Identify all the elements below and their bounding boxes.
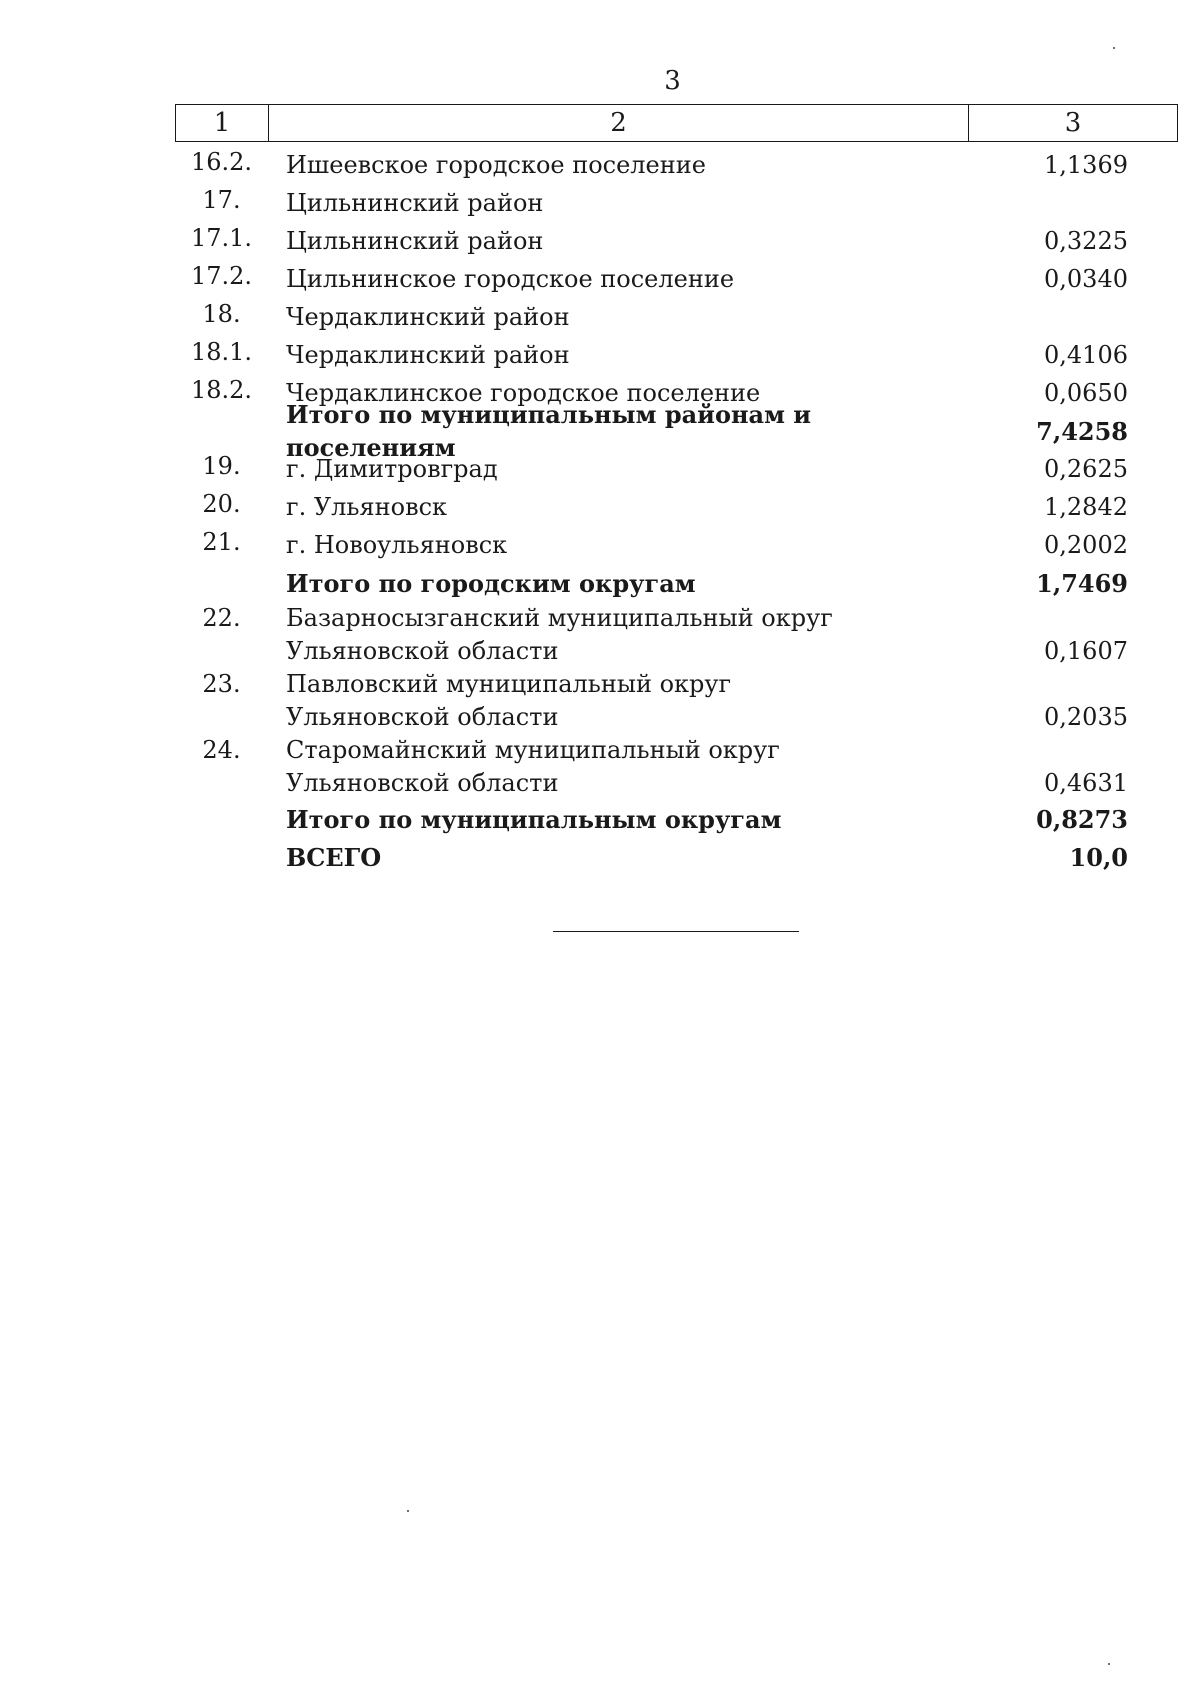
table-row (175, 668, 1178, 734)
row-value: 0,0650 (1044, 378, 1128, 407)
row-name-line: Чердаклинское городское поселение (286, 378, 761, 407)
row-name-line: Итого по муниципальным районам и поселениям (286, 400, 812, 462)
row-value: 0,4631 (1044, 769, 1128, 797)
page-number: 3 (664, 66, 681, 96)
table-row (175, 488, 1178, 526)
row-name-line: Старомайнский муниципальный округ (286, 736, 780, 764)
table-row (175, 526, 1178, 564)
row-name-line: г. Новоульяновск (286, 530, 508, 559)
row-value: 7,4258 (1036, 416, 1128, 446)
row-value: 0,0340 (1044, 264, 1128, 293)
table-row (175, 260, 1178, 298)
table-row (175, 734, 1178, 800)
table-row (175, 146, 1178, 184)
row-name-line: Ульяновской области (286, 703, 559, 731)
row-number: 17. (202, 186, 241, 214)
table-row (175, 602, 1178, 668)
end-divider (553, 931, 799, 932)
row-name-line: ВСЕГО (286, 842, 382, 872)
row-name-line: Чердаклинский район (286, 302, 570, 331)
table-row (175, 450, 1178, 488)
row-name-line: Ульяновской области (286, 637, 559, 665)
row-number: 20. (202, 490, 241, 518)
row-name-line: Итого по муниципальным округам (286, 804, 782, 834)
row-name-line: г. Ульяновск (286, 492, 448, 521)
scan-speck (1108, 1663, 1110, 1665)
table-row (175, 336, 1178, 374)
row-number: 21. (202, 528, 241, 556)
row-name-line: Итого по городским округам (286, 568, 696, 598)
table-row (175, 298, 1178, 336)
row-value: 1,1369 (1044, 150, 1128, 179)
total-row (175, 564, 1178, 602)
row-value: 0,2002 (1044, 530, 1128, 559)
total-row (175, 838, 1178, 876)
row-number: 18. (202, 300, 241, 328)
row-name-line: Цильнинское городское поселение (286, 264, 735, 293)
row-value: 0,2035 (1044, 703, 1128, 731)
row-name-line: Цильнинский район (286, 188, 544, 217)
row-name (268, 491, 968, 524)
scan-speck (1113, 47, 1115, 49)
row-name-line: Цильнинский район (286, 226, 544, 255)
row-name-line: Павловский муниципальный округ (286, 670, 732, 698)
row-number: 18.2. (190, 376, 253, 404)
row-name (268, 301, 968, 334)
row-name (268, 263, 968, 296)
table-header (175, 104, 1178, 142)
row-value: 0,3225 (1044, 226, 1128, 255)
row-name-line: Ишеевское городское поселение (286, 150, 706, 179)
row-value: 0,1607 (1044, 637, 1128, 665)
row-number: 16.2. (190, 148, 253, 176)
row-name (268, 602, 968, 668)
row-name (268, 841, 968, 874)
total-row (175, 800, 1178, 838)
row-name (268, 567, 968, 600)
row-value: 0,2625 (1044, 454, 1128, 483)
scan-speck (407, 1510, 409, 1512)
header-col-1: 1 (176, 105, 269, 141)
table-row (175, 184, 1178, 222)
row-number: 17.2. (190, 262, 253, 290)
row-name (268, 339, 968, 372)
row-name (268, 529, 968, 562)
row-number: 22. (202, 604, 241, 632)
row-name (268, 225, 968, 258)
row-value: 0,4106 (1044, 340, 1128, 369)
row-name-line: г. Димитровград (286, 454, 498, 483)
row-name-line: Чердаклинский район (286, 340, 570, 369)
header-col-3: 3 (1064, 108, 1082, 138)
row-number: 23. (202, 670, 241, 698)
row-value: 1,2842 (1044, 492, 1128, 521)
total-row (175, 400, 1178, 462)
row-number: 18.1. (190, 338, 253, 366)
row-name (268, 734, 968, 800)
row-name (268, 149, 968, 182)
row-value: 10,0 (1069, 842, 1128, 872)
row-number: 19. (202, 452, 241, 480)
table-row (175, 222, 1178, 260)
row-value: 1,7469 (1036, 568, 1128, 598)
row-name (268, 453, 968, 486)
row-number: 17.1. (190, 224, 253, 252)
row-name (268, 803, 968, 836)
table-body (175, 146, 1178, 876)
row-value: 0,8273 (1036, 804, 1128, 834)
header-col-2: 2 (269, 105, 969, 141)
row-name-line: Базарносызганский муниципальный округ (286, 604, 833, 632)
row-name (268, 668, 968, 734)
row-number: 24. (202, 736, 241, 764)
row-name (268, 187, 968, 220)
row-name-line: Ульяновской области (286, 769, 559, 797)
